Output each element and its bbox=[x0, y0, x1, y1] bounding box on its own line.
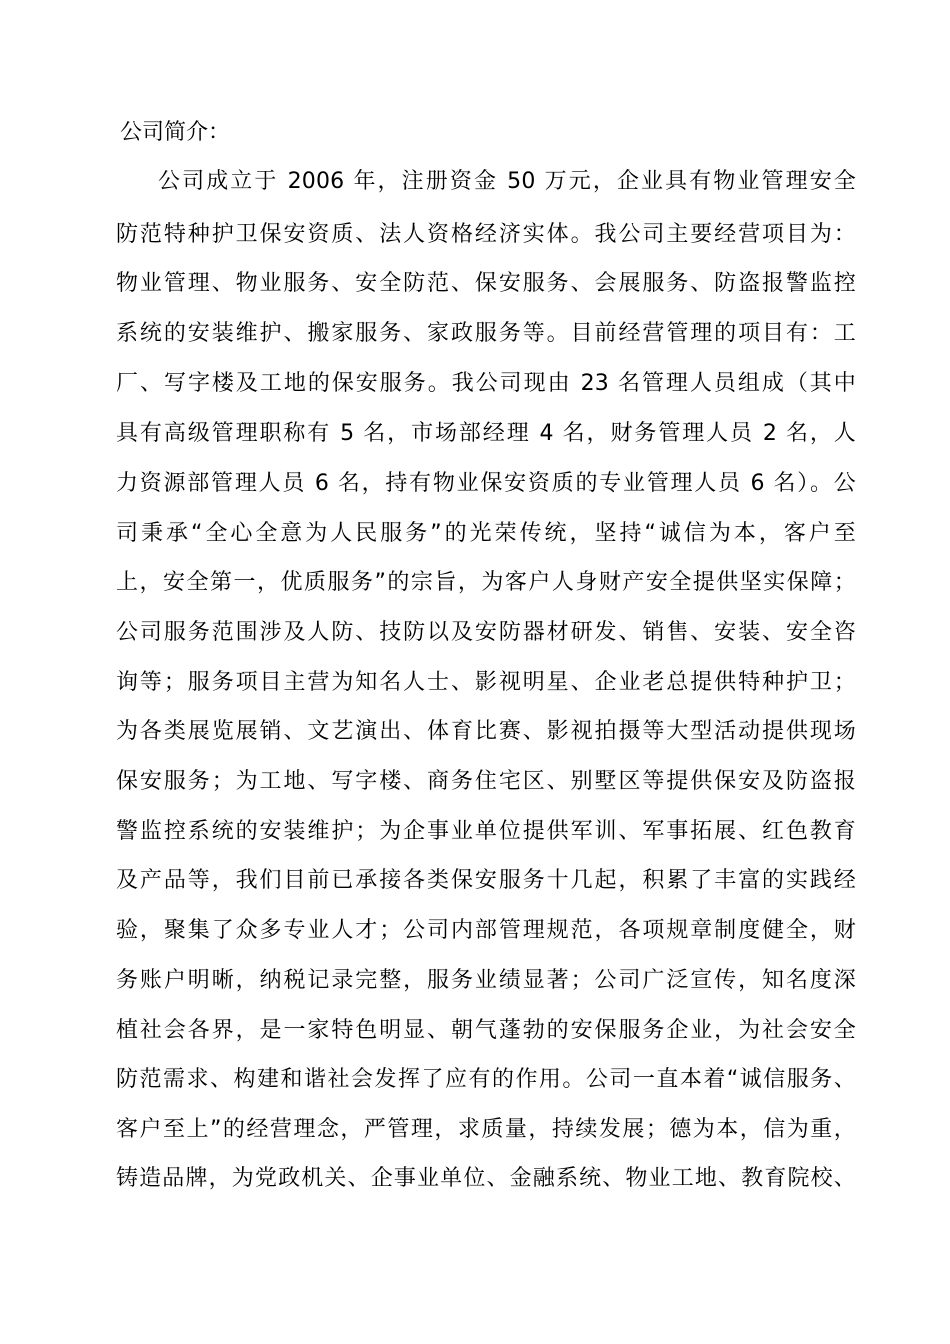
paragraph-line: 警监控系统的安装维护；为企事业单位提供军训、军事拓展、红色教育 bbox=[116, 819, 856, 844]
section-heading: 公司简介： bbox=[120, 120, 231, 145]
paragraph-line: 验，聚集了众多专业人才；公司内部管理规范，各项规章制度健全，财 bbox=[116, 918, 856, 943]
paragraph-line: 具有高级管理职称有 5 名，市场部经理 4 名，财务管理人员 2 名，人 bbox=[116, 421, 856, 446]
paragraph-line: 询等；服务项目主营为知名人士、影视明星、企业老总提供特种护卫； bbox=[116, 670, 856, 695]
paragraph-line: 物业管理、物业服务、安全防范、保安服务、会展服务、防盗报警监控 bbox=[116, 271, 856, 296]
paragraph-line: 及产品等，我们目前已承接各类保安服务十几起，积累了丰富的实践经 bbox=[116, 868, 856, 893]
paragraph-line: 为各类展览展销、文艺演出、体育比赛、影视拍摄等大型活动提供现场 bbox=[116, 719, 856, 744]
paragraph-line: 植社会各界，是一家特色明显、朝气蓬勃的安保服务企业，为社会安全 bbox=[116, 1018, 856, 1043]
paragraph-line: 司秉承“全心全意为人民服务”的光荣传统，坚持“诚信为本，客户至 bbox=[116, 521, 856, 546]
paragraph-line: 上，安全第一，优质服务”的宗旨，为客户人身财产安全提供坚实保障； bbox=[116, 570, 856, 595]
paragraph-line: 厂、写字楼及工地的保安服务。我公司现由 23 名管理人员组成（其中 bbox=[116, 371, 856, 396]
paragraph-line: 公司成立于 2006 年，注册资金 50 万元，企业具有物业管理安全 bbox=[158, 169, 856, 194]
paragraph-line: 防范特种护卫保安资质、法人资格经济实体。我公司主要经营项目为： bbox=[116, 222, 856, 247]
paragraph-line: 系统的安装维护、搬家服务、家政服务等。目前经营管理的项目有：工 bbox=[116, 321, 856, 346]
paragraph-line: 公司服务范围涉及人防、技防以及安防器材研发、销售、安装、安全咨 bbox=[116, 620, 856, 645]
paragraph-line: 铸造品牌，为党政机关、企事业单位、金融系统、物业工地、教育院校、 bbox=[116, 1166, 856, 1191]
paragraph-line: 力资源部管理人员 6 名，持有物业保安资质的专业管理人员 6 名）。公 bbox=[116, 471, 856, 496]
paragraph-line: 保安服务；为工地、写字楼、商务住宅区、别墅区等提供保安及防盗报 bbox=[116, 769, 856, 794]
paragraph-line: 客户至上”的经营理念，严管理，求质量，持续发展；德为本，信为重， bbox=[116, 1117, 856, 1142]
paragraph-line: 务账户明晰，纳税记录完整，服务业绩显著；公司广泛宣传，知名度深 bbox=[116, 968, 856, 993]
paragraph-line: 防范需求、构建和谐社会发挥了应有的作用。公司一直本着“诚信服务、 bbox=[116, 1067, 856, 1092]
